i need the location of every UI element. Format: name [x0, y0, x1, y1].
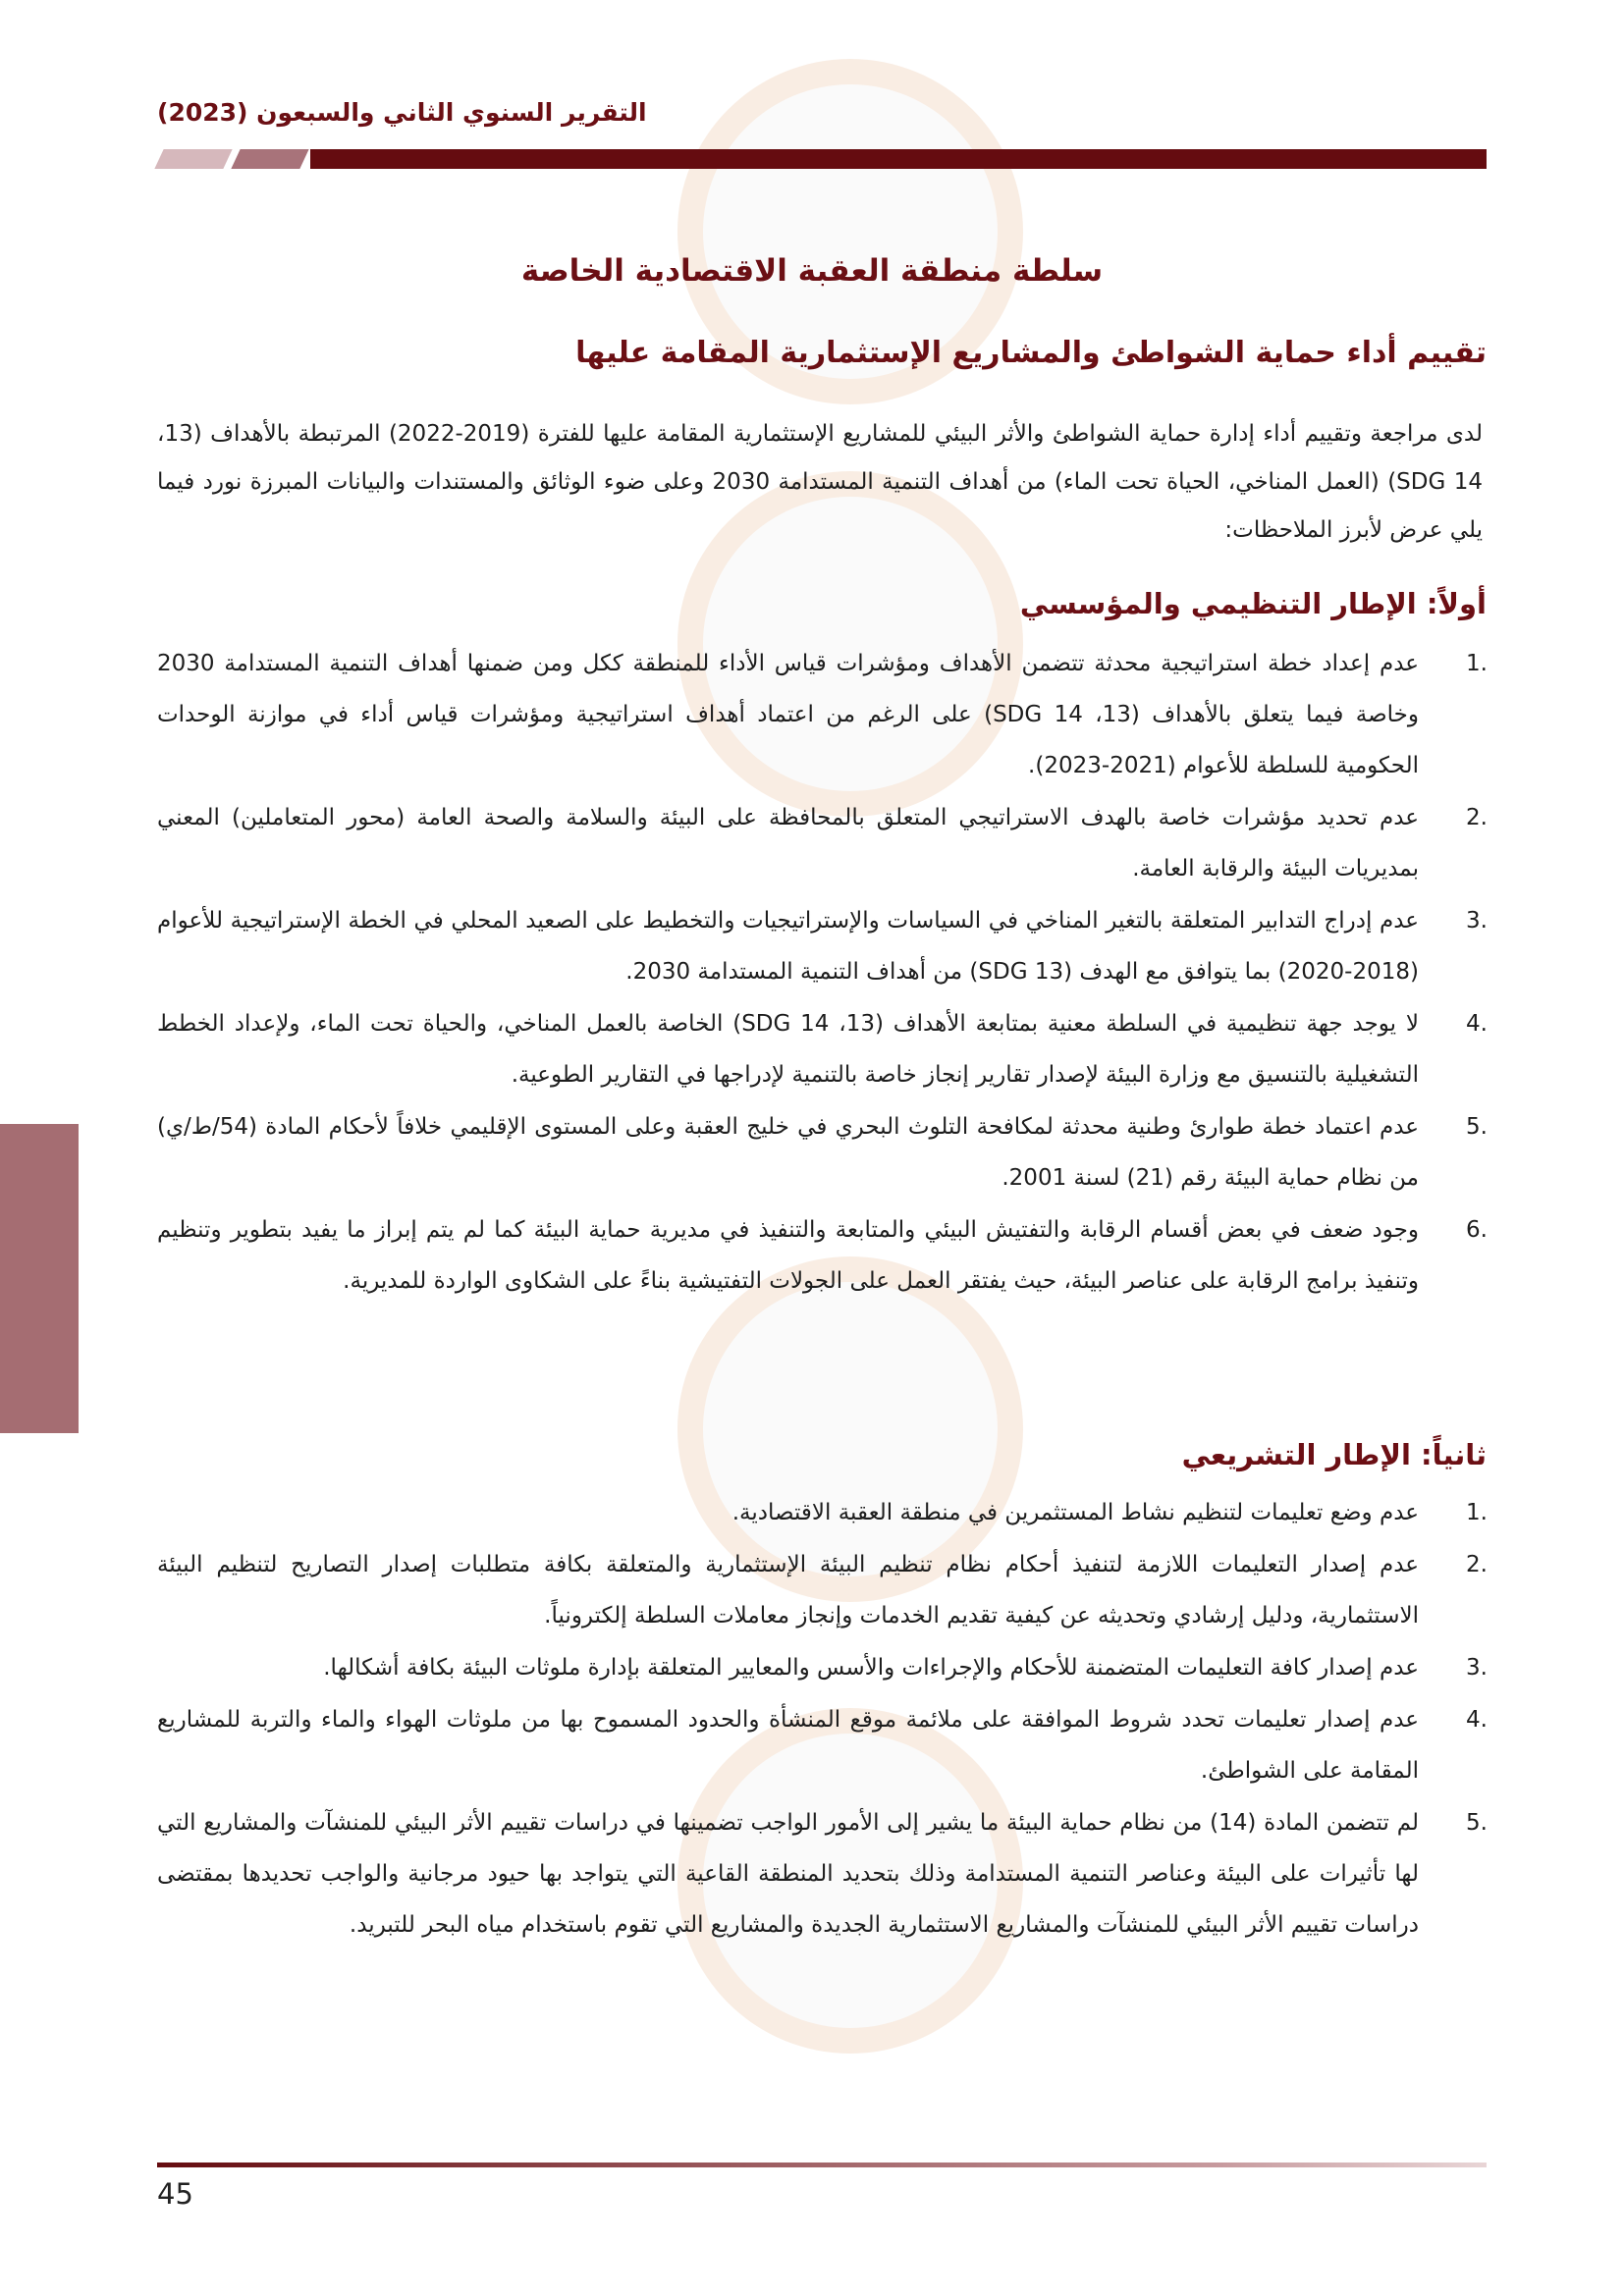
- item-text: عدم وضع تعليمات لتنظيم نشاط المستثمرين في منطقة العقبة الاقتصادية.: [731, 1500, 1419, 1525]
- list-item: [157, 1487, 1488, 1538]
- item-text: عدم إدراج التدابير المتعلقة بالتغير المناخي في السياسات والإستراتيجيات والتخطيط على الصعيد المحلي في الخطة الإستراتيجية للأعوام (2018-2020) بما يتوافق مع الهدف (SDG 13) من أهداف التنمية المستدامة 2030.: [157, 908, 1419, 985]
- item-number: 2.: [1466, 1552, 1488, 1577]
- part1-heading: أولاً: الإطار التنظيمي والمؤسسي: [1019, 587, 1487, 620]
- list-item: [157, 1101, 1488, 1203]
- part2-heading: ثانياً: الإطار التشريعي: [1181, 1438, 1487, 1471]
- item-number: 5.: [1466, 1810, 1488, 1836]
- list-item: [157, 792, 1488, 894]
- subtitle: تقييم أداء حماية الشواطئ والمشاريع الإستثمارية المقامة عليها: [575, 336, 1487, 370]
- item-text: عدم تحديد مؤشرات خاصة بالهدف الاستراتيجي المتعلق بالمحافظة على البيئة والسلامة والصحة العامة (محور المتعاملين) المعني بمديريات البيئة والرقابة العامة.: [157, 805, 1419, 881]
- list-item: [157, 1539, 1488, 1641]
- item-text: عدم إصدار تعليمات تحدد شروط الموافقة على ملائمة موقع المنشأة والحدود المسموح بها من ملوثات الهواء والماء والتربة للمشاريع المقامة على الشواطئ.: [157, 1707, 1419, 1784]
- part2-list: [157, 1487, 1488, 1951]
- item-number: 1.: [1466, 1500, 1488, 1525]
- item-number: 2.: [1466, 805, 1488, 830]
- item-number: 3.: [1466, 908, 1488, 934]
- item-text: عدم اعتماد خطة طوارئ وطنية محدثة لمكافحة التلوث البحري في خليج العقبة وعلى المستوى الإقليمي خلافاً لأحكام المادة (54/ط/ي) من نظام حماية البيئة رقم (21) لسنة 2001.: [157, 1114, 1419, 1191]
- item-number: 1.: [1466, 651, 1488, 676]
- item-number: 5.: [1466, 1114, 1488, 1140]
- header-bar-mid: [231, 149, 308, 169]
- item-text: عدم إصدار التعليمات اللازمة لتنفيذ أحكام نظام تنظيم البيئة الإستثمارية والمتعلقة بكافة متطلبات إصدار التصاريح لتنظيم البيئة الاستثمارية، ودليل إرشادي وتحديثه عن كيفية تقديم الخدمات وإنجاز معاملات السلطة إلكترونياً.: [157, 1552, 1419, 1629]
- page-number: 45: [157, 2177, 193, 2211]
- item-text: عدم إعداد خطة استراتيجية محدثة تتضمن الأهداف ومؤشرات قياس الأداء للمنطقة ككل ومن ضمنها أهداف التنمية المستدامة 2030 وخاصة فيما يتعلق بالأهداف (13، SDG 14) على الرغم من اعتماد أهداف استراتيجية ومؤشرات قياس أداء في موازنة الوحدات الحكومية للسلطة للأعوام (2021-2023).: [157, 651, 1419, 778]
- item-number: 6.: [1466, 1217, 1488, 1243]
- footer-divider: [157, 2163, 1487, 2167]
- header-bar-light: [154, 149, 232, 169]
- list-item: [157, 1204, 1488, 1307]
- item-number: 4.: [1466, 1707, 1488, 1733]
- header-bar: [310, 149, 1487, 169]
- item-text: لا يوجد جهة تنظيمية في السلطة معنية بمتابعة الأهداف (13، SDG 14) الخاصة بالعمل المناخي، والحياة تحت الماء، ولإعداد الخطط التشغيلية بالتنسيق مع وزارة البيئة لإصدار تقارير إنجاز خاصة بالتنمية لإدراجها في التقارير الطوعية.: [157, 1011, 1420, 1088]
- section-title: سلطة منطقة العقبة الاقتصادية الخاصة: [520, 253, 1104, 289]
- side-tab: [0, 1124, 79, 1433]
- report-title: التقرير السنوي الثاني والسبعون (2023): [157, 98, 647, 127]
- list-item: [157, 1694, 1488, 1796]
- item-text: لم تتضمن المادة (14) من نظام حماية البيئة ما يشير إلى الأمور الواجب تضمينها في دراسات تقييم الأثر البيئي للمنشآت والمشاريع التي لها تأثيرات على البيئة وعناصر التنمية المستدامة وذلك بتحديد المنطقة القاعية التي يتواجد بها حيود مرجانية والواجب تحديدها بمقتضى دراسات تقييم الأثر البيئي للمنشآت والمشاريع الاستثمارية الجديدة والمشاريع التي تقوم باستخدام مياه البحر للتبريد.: [157, 1810, 1420, 1938]
- part1-list: [157, 638, 1488, 1308]
- item-text: وجود ضعف في بعض أقسام الرقابة والتفتيش البيئي والمتابعة والتنفيذ في مديرية حماية البيئة كما لم يتم إبراز ما يفيد بتطوير وتنظيم وتنفيذ برامج الرقابة على عناصر البيئة، حيث يفتقر العمل على الجولات التفتيشية بناءً على الشكاوى الواردة للمديرية.: [157, 1217, 1419, 1294]
- intro-paragraph: لدى مراجعة وتقييم أداء إدارة حماية الشواطئ والأثر البيئي للمشاريع الإستثمارية المقامة عليها للفترة (2019-2022) المرتبطة بالأهداف (13، SDG 14) (العمل المناخي، الحياة تحت الماء) من أهداف التنمية المستدامة 2030 وعلى ضوء الوثائق والمستندات والبيانات المبرزة نورد فيما يلي عرض لأبرز الملاحظات:: [157, 421, 1483, 543]
- item-number: 4.: [1466, 1011, 1488, 1037]
- list-item: [157, 638, 1488, 791]
- list-item: [157, 998, 1488, 1100]
- item-number: 3.: [1466, 1655, 1488, 1681]
- list-item: [157, 1797, 1488, 1950]
- list-item: [157, 1642, 1488, 1693]
- item-text: عدم إصدار كافة التعليمات المتضمنة للأحكام والإجراءات والأسس والمعايير المتعلقة بإدارة ملوثات البيئة بكافة أشكالها.: [323, 1655, 1419, 1681]
- list-item: [157, 895, 1488, 997]
